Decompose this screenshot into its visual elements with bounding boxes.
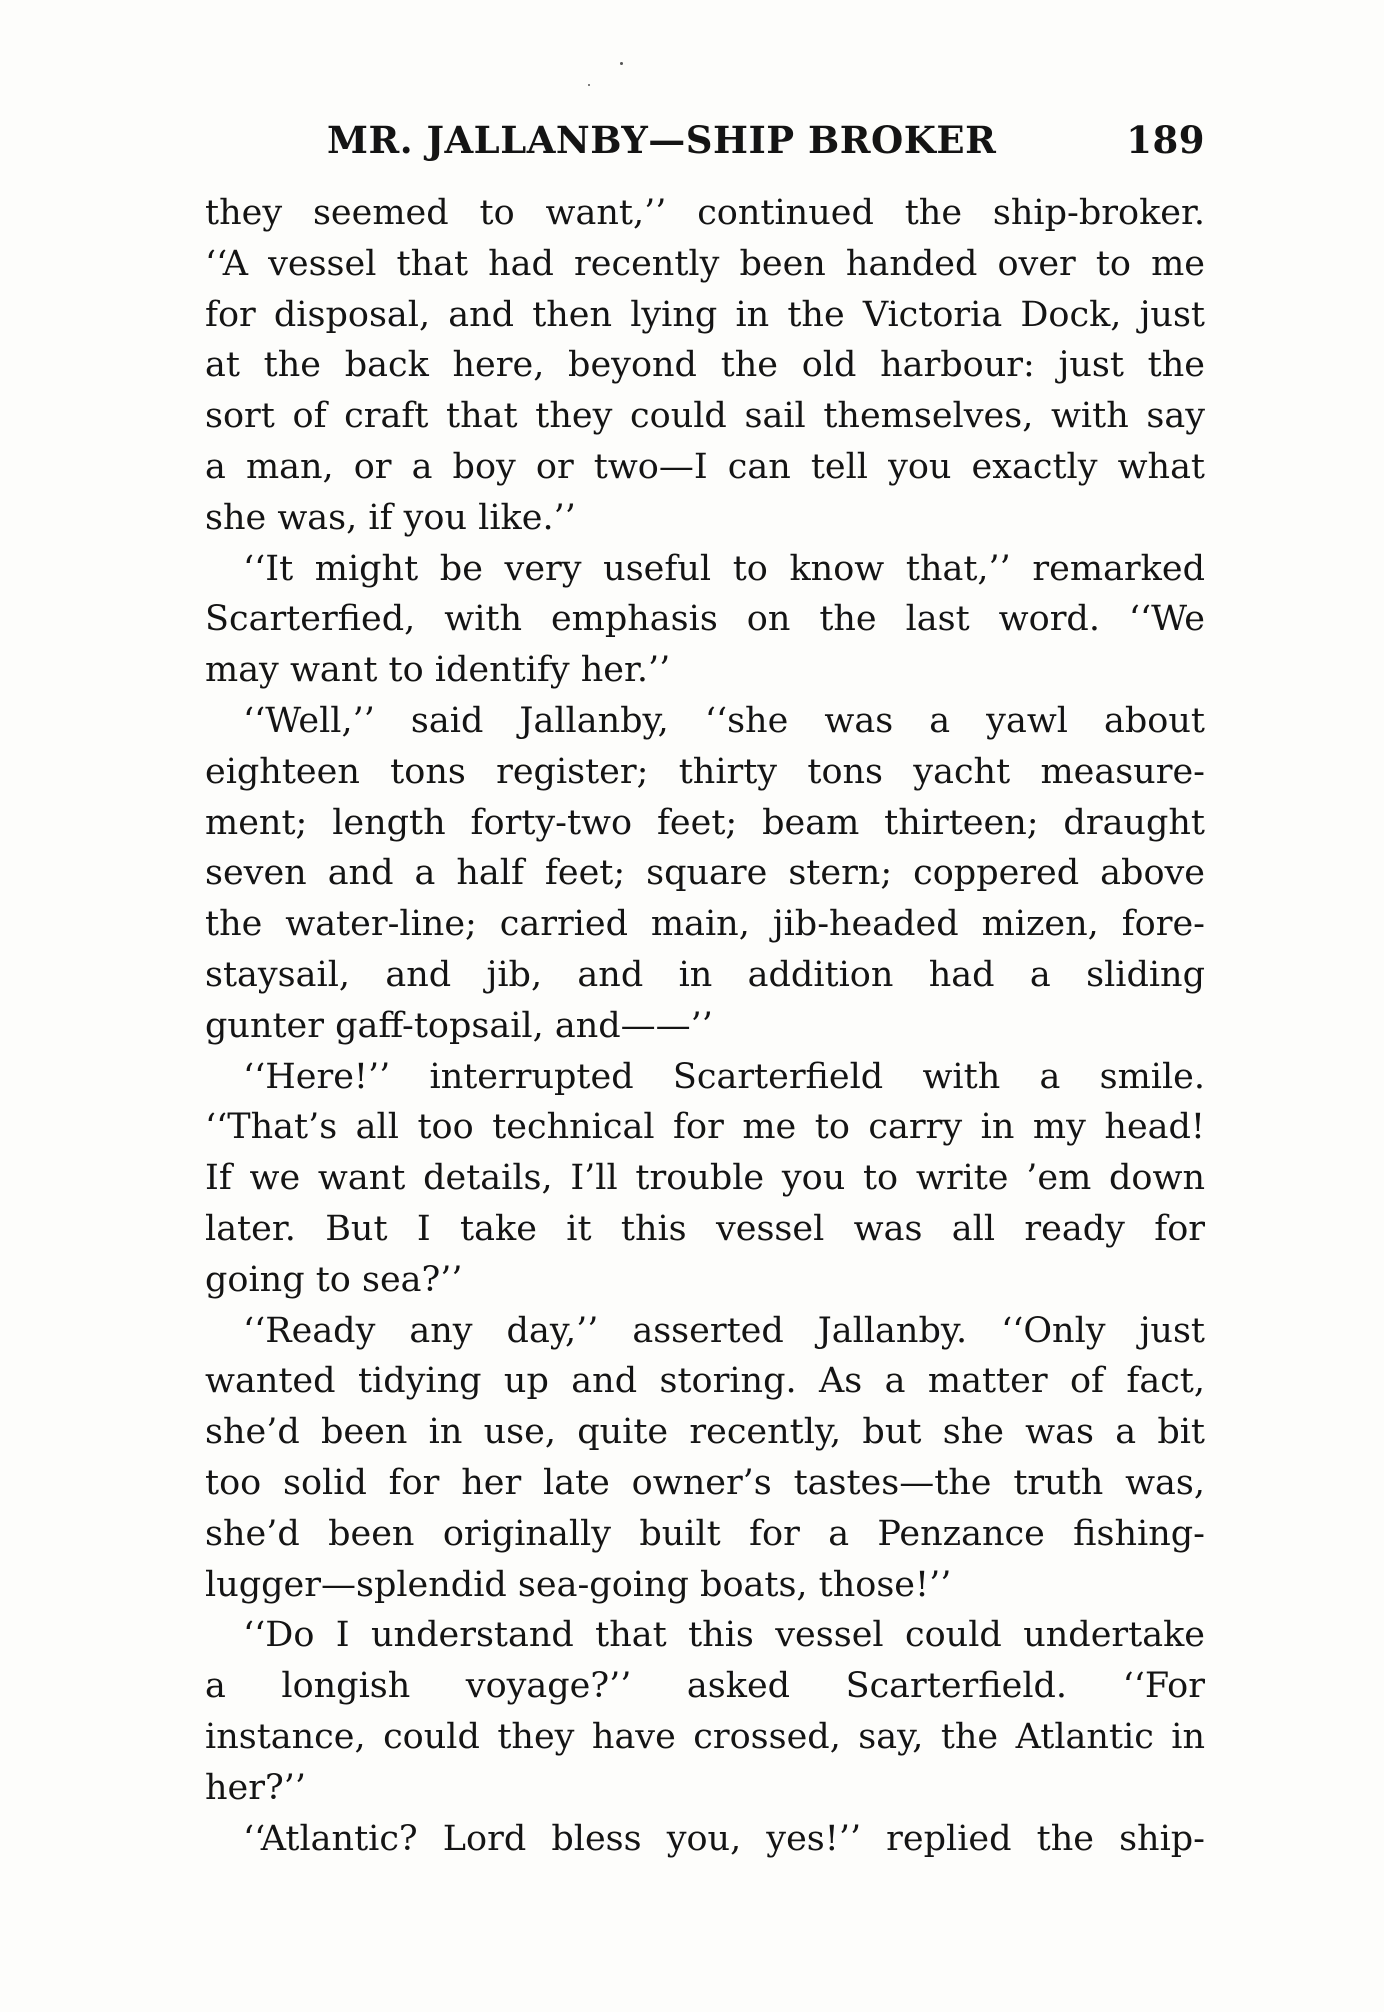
text-line: staysail, and jib, and in addition had a sliding <box>205 954 1205 995</box>
text-line: ment; length forty-two feet; beam thirteen; draught <box>205 802 1205 843</box>
text-line: may want to identify her.’’ <box>205 650 671 691</box>
text-line: ‘‘It might be very useful to know that,’’ remarked <box>243 548 1205 589</box>
text-line: she’d been originally built for a Penzance fishing- <box>205 1513 1205 1554</box>
text-line: too solid for her late owner’s tastes—the truth was, <box>205 1462 1205 1503</box>
text-line: for disposal, and then lying in the Victoria Dock, just <box>205 294 1205 335</box>
text-line: her?’’ <box>205 1767 307 1808</box>
text-line: she’d been in use, quite recently, but she was a bit <box>205 1412 1205 1453</box>
running-header <box>205 118 1205 162</box>
paper-speck <box>620 62 623 65</box>
text-line: they seemed to want,’’ continued the ship-broker. <box>205 193 1205 233</box>
text-line: the water-line; carried main, jib-headed mizen, fore- <box>205 904 1205 945</box>
text-line: Scarterfied, with emphasis on the last word. ‘‘We <box>205 599 1205 640</box>
text-line: eighteen tons register; thirty tons yacht measure- <box>205 751 1205 792</box>
text-line: ‘‘That’s all too technical for me to carry in my head! <box>205 1107 1205 1148</box>
text-line: she was, if you like.’’ <box>205 497 576 538</box>
text-line: ‘‘Ready any day,’’ asserted Jallanby. ‘‘Only just <box>243 1310 1205 1351</box>
text-line: at the back here, beyond the old harbour: just the <box>205 345 1205 386</box>
body-text <box>205 188 1205 1864</box>
text-line: ‘‘Do I understand that this vessel could undertake <box>243 1615 1205 1656</box>
page-number: 189 <box>1126 118 1205 162</box>
text-line: wanted tidying up and storing. As a matter of fact, <box>205 1361 1205 1402</box>
running-title: MR. JALLANBY—SHIP BROKER <box>327 118 997 162</box>
text-line: sort of craft that they could sail themselves, with say <box>205 396 1205 437</box>
text-line: a longish voyage?’’ asked Scarterfield. ‘‘For <box>205 1666 1205 1707</box>
text-line: later. But I take it this vessel was all ready for <box>205 1208 1205 1249</box>
text-line: gunter gaff-topsail, and——’’ <box>205 1005 713 1046</box>
text-line: seven and a half feet; square stern; coppered above <box>205 853 1205 894</box>
text-line: If we want details, I’ll trouble you to write ’em down <box>205 1158 1205 1199</box>
text-line: ‘‘Well,’’ said Jallanby, ‘‘she was a yawl about <box>243 700 1205 741</box>
text-line: going to sea?’’ <box>205 1259 463 1300</box>
text-line: instance, could they have crossed, say, the Atlantic in <box>205 1716 1205 1757</box>
text-line: ‘‘A vessel that had recently been handed over to me <box>205 243 1205 284</box>
text-line: ‘‘Here!’’ interrupted Scarterfield with a smile. <box>243 1056 1205 1097</box>
text-line: ‘‘Atlantic? Lord bless you, yes!’’ replied the ship- <box>243 1818 1205 1859</box>
paper-speck <box>588 84 590 86</box>
text-line: lugger—splendid sea-going boats, those!’’ <box>205 1564 952 1605</box>
text-line: a man, or a boy or two—I can tell you exactly what <box>205 446 1205 487</box>
